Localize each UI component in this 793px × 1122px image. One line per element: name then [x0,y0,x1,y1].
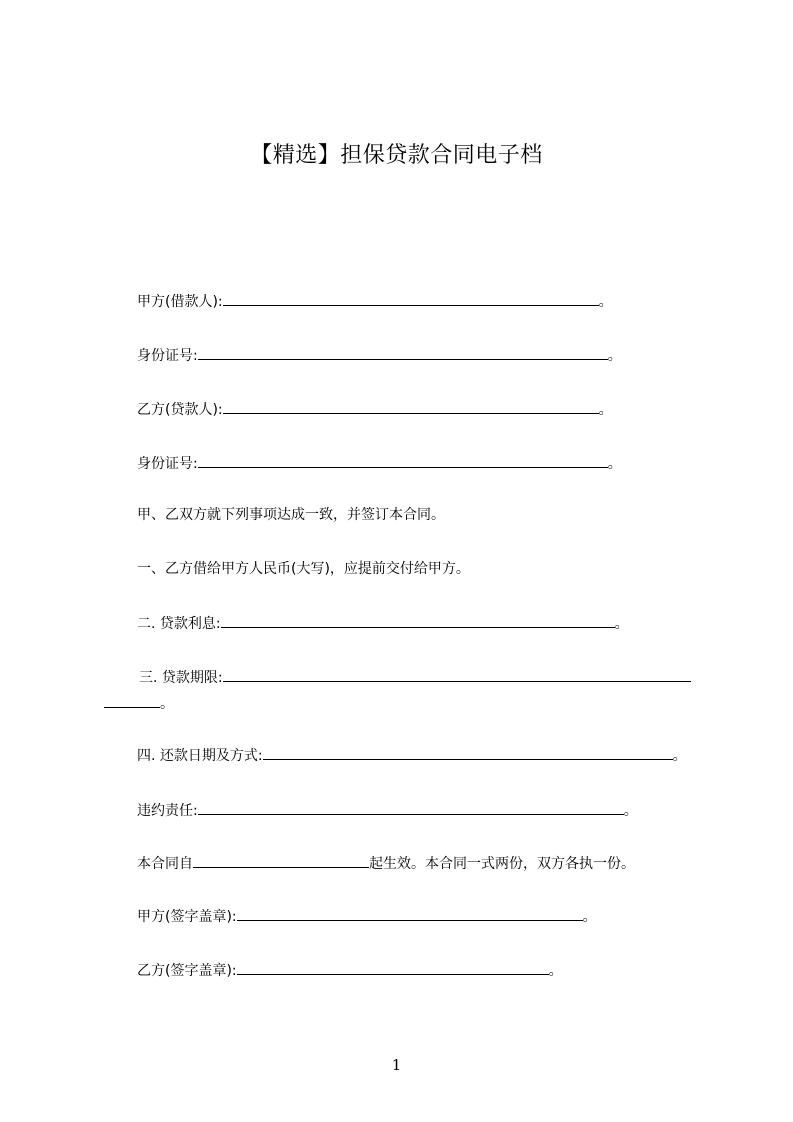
clause-1-text: 一、乙方借给甲方人民币(大写)，应提前交付给甲方。 [137,561,470,577]
sign-a-blank[interactable] [237,905,583,921]
party-b-id-line [137,452,622,474]
clause-2-line [137,612,629,634]
party-a-line [137,290,613,312]
clause-3-blank-continued[interactable] [104,692,160,708]
liability-label: 违约责任: [137,803,198,819]
party-a-id-blank[interactable] [198,344,608,360]
party-a-id-end: 。 [607,348,622,364]
sign-a-label: 甲方(签字盖章): [137,909,237,925]
party-a-blank[interactable] [223,290,599,306]
party-b-id-end: 。 [607,456,622,472]
sign-b-line [137,959,563,981]
party-b-line [137,398,613,420]
sign-b-end: 。 [548,963,563,979]
clause-3-end: 。 [160,696,174,712]
party-b-id-label: 身份证号: [137,456,198,472]
clause-3-blank[interactable] [223,666,691,682]
page-number: 1 [391,1056,402,1074]
party-b-end: 。 [598,402,613,418]
document-title: 【精选】担保贷款合同电子档 [250,143,543,168]
party-b-label: 乙方(贷款人): [137,402,223,418]
effective-date-blank[interactable] [193,852,369,868]
liability-blank[interactable] [198,799,624,815]
clause-2-blank[interactable] [221,612,615,628]
clause-4-line [137,744,687,766]
party-b-id-blank[interactable] [198,452,608,468]
party-a-label: 甲方(借款人): [137,294,223,310]
effective-line [137,852,635,874]
clause-2-end: 。 [614,616,629,632]
clause-3-label: 三. 贷款期限: [139,670,223,686]
party-a-id-line [137,344,622,366]
party-a-end: 。 [598,294,613,310]
sign-b-label: 乙方(签字盖章): [137,963,237,979]
party-b-blank[interactable] [223,398,599,414]
sign-a-end: 。 [582,909,597,925]
sign-b-blank[interactable] [237,959,549,975]
clause-3-continuation [104,692,174,714]
sign-a-line [137,905,597,927]
clause-4-end: 。 [672,748,687,764]
liability-end: 。 [623,803,638,819]
clause-4-label: 四. 还款日期及方式: [137,748,263,764]
clause-2-label: 二. 贷款利息: [137,616,221,632]
effective-label-before: 本合同自 [137,856,193,872]
liability-line [137,799,638,821]
agreement-text: 甲、乙双方就下列事项达成一致，并签订本合同。 [137,507,445,523]
party-a-id-label: 身份证号: [137,348,198,364]
clause-4-blank[interactable] [263,744,673,760]
effective-label-after: 起生效。本合同一式两份，双方各执一份。 [369,856,635,872]
clause-3-line [139,666,691,688]
